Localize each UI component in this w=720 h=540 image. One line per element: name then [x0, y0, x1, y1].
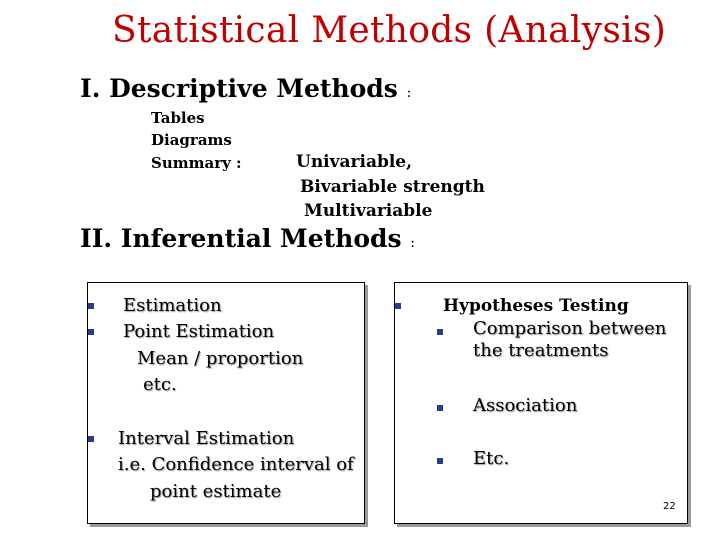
descriptive-heading	[80, 74, 411, 103]
bullet-icon	[88, 303, 94, 309]
descriptive-heading-text: I. Descriptive Methods	[80, 74, 398, 103]
descriptive-item-tables: Tables	[151, 109, 205, 127]
descriptive-item-summary: Summary :	[151, 154, 242, 172]
slide-title: Statistical Methods (Analysis)	[112, 10, 667, 51]
bullet-icon	[395, 303, 401, 309]
summary-type-bivariable: Bivariable strength	[300, 177, 485, 197]
comparison-line-1: Comparison between	[473, 318, 667, 339]
comparison-label	[473, 318, 666, 362]
etc-label: Etc.	[473, 448, 510, 469]
hypotheses-testing-heading: Hypotheses Testing	[443, 296, 629, 316]
bullet-icon	[437, 458, 443, 464]
point-estimate-label: point estimate	[150, 481, 282, 502]
bullet-icon	[437, 329, 443, 335]
estimation-box	[87, 282, 365, 524]
point-estimation-label: Point Estimation	[123, 321, 275, 342]
inferential-colon: :	[410, 235, 415, 251]
mean-proportion-label: Mean / proportion	[137, 348, 304, 369]
comparison-line-2: the treatments	[473, 340, 609, 361]
inferential-heading	[80, 224, 415, 253]
point-etc-label: etc.	[143, 374, 177, 395]
page-number: 22	[663, 501, 676, 512]
bullet-icon	[88, 436, 94, 442]
bullet-icon	[437, 405, 443, 411]
descriptive-item-diagrams: Diagrams	[151, 131, 232, 149]
descriptive-colon: :	[406, 85, 412, 101]
bullet-icon	[88, 329, 94, 335]
summary-type-univariable: Univariable,	[296, 152, 413, 172]
interval-estimation-label: Interval Estimation	[118, 428, 295, 449]
confidence-interval-label: i.e. Confidence interval of	[118, 454, 354, 475]
inferential-heading-text: II. Inferential Methods	[80, 224, 402, 253]
association-label: Association	[473, 395, 578, 416]
summary-type-multivariable: Multivariable	[304, 201, 433, 221]
hypotheses-box	[394, 282, 688, 524]
estimation-label: Estimation	[123, 295, 222, 316]
